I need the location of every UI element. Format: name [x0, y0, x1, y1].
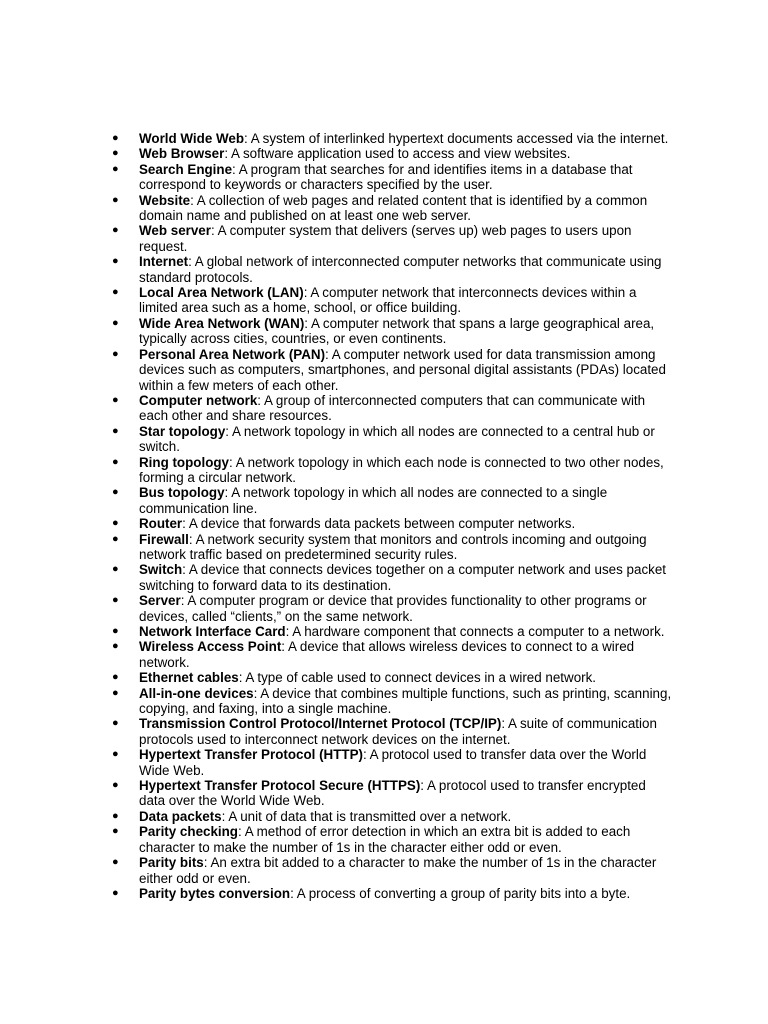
bullet-icon: ●	[112, 856, 119, 869]
glossary-term: Website	[139, 192, 191, 208]
list-item	[112, 778, 672, 809]
glossary-definition: : A type of cable used to connect devices in a wired network.	[238, 670, 597, 686]
list-item	[112, 532, 672, 563]
glossary-definition: : A hardware component that connects a computer to a network.	[285, 624, 665, 639]
list-item	[112, 162, 672, 193]
glossary-term: Search Engine	[139, 161, 233, 177]
bullet-icon: ●	[112, 809, 119, 822]
glossary-definition: : A computer program or device that provides functionality to other programs or devices, called “clients,” on the same network.	[139, 593, 647, 624]
bullet-icon: ●	[112, 563, 119, 576]
glossary-definition: : A program that searches for and identifies items in a database that correspond to keywords or characters specified by the user.	[139, 161, 633, 193]
bullet-icon: ●	[112, 886, 119, 899]
glossary-term: Transmission Control Protocol/Internet Protocol (TCP/IP)	[139, 716, 502, 732]
glossary-definition: : A group of interconnected computers that can communicate with each other and share resources.	[139, 392, 646, 424]
glossary-definition: : A computer network that spans a large geographical area, typically across cities, countries, or even continents.	[139, 315, 655, 347]
bullet-icon: ●	[112, 193, 119, 206]
list-item	[112, 193, 672, 224]
bullet-icon: ●	[112, 286, 119, 299]
glossary-list	[112, 131, 672, 901]
glossary-term: Data packets	[139, 808, 222, 824]
glossary-term: Firewall	[139, 531, 189, 547]
list-item	[112, 593, 672, 624]
glossary-definition: : An extra bit added to a character to make the number of 1s in the character either odd or even.	[139, 855, 657, 886]
bullet-icon: ●	[112, 316, 119, 329]
bullet-icon: ●	[112, 132, 119, 144]
glossary-definition: : A suite of communication protocols used to interconnect network devices on the internet.	[139, 716, 657, 747]
list-item	[112, 424, 672, 455]
glossary-definition: : A network topology in which each node is connected to two other nodes, forming a circular network.	[139, 454, 664, 485]
glossary-definition: : A global network of interconnected computer networks that communicate using standard protocols.	[139, 254, 662, 285]
list-item	[112, 254, 672, 285]
glossary-term: Parity bytes conversion	[139, 885, 291, 901]
bullet-icon: ●	[112, 162, 119, 175]
glossary-term: Star topology	[139, 423, 226, 439]
glossary-term: Computer network	[139, 392, 258, 408]
glossary-definition: : A computer network used for data transmission among devices such as computers, smartphones, and personal digital assistants (PDAs) located within a few meters of each other.	[139, 346, 666, 393]
list-item	[112, 809, 672, 824]
bullet-icon: ●	[112, 594, 119, 607]
list-item	[112, 316, 672, 347]
glossary-term: Internet	[139, 254, 189, 270]
glossary-term: Switch	[139, 562, 183, 578]
glossary-definition: : A computer system that delivers (serves up) web pages to users upon request.	[139, 223, 632, 254]
list-item	[112, 716, 672, 747]
bullet-icon: ●	[112, 671, 119, 684]
glossary-term: All-in-one devices	[139, 685, 254, 701]
glossary-definition: : A collection of web pages and related content that is identified by a common domain name and published on at least one web server.	[139, 192, 648, 224]
glossary-term: Hypertext Transfer Protocol (HTTP)	[139, 747, 363, 763]
list-item	[112, 686, 672, 717]
glossary-term: Personal Area Network (PAN)	[139, 346, 326, 362]
list-item	[112, 285, 672, 316]
glossary-definition: : A software application used to access and view websites.	[224, 146, 571, 162]
glossary-term: Web Browser	[139, 146, 225, 162]
list-item	[112, 855, 672, 886]
glossary-definition: : A network security system that monitors and controls incoming and outgoing network traffic based on predetermined security rules.	[139, 531, 647, 562]
list-item	[112, 485, 672, 516]
glossary-term: Web server	[139, 223, 211, 239]
list-item	[112, 886, 672, 901]
glossary-term: Hypertext Transfer Protocol Secure (HTTPS)	[139, 778, 421, 794]
bullet-icon: ●	[112, 517, 119, 530]
glossary-term: World Wide Web	[139, 131, 245, 146]
glossary-term: Parity bits	[139, 855, 204, 871]
glossary-definition: : A network topology in which all nodes are connected to a single communication line.	[139, 485, 608, 516]
glossary-definition: : A computer network that interconnects devices within a limited area such as a home, school, or office building.	[139, 285, 637, 316]
list-item	[112, 223, 672, 254]
glossary-definition: : A system of interlinked hypertext documents accessed via the internet.	[244, 131, 669, 146]
glossary-term: Wide Area Network (WAN)	[139, 315, 305, 331]
list-item	[112, 455, 672, 486]
glossary-term: Ethernet cables	[139, 670, 239, 686]
list-item	[112, 131, 672, 146]
glossary-term: Ring topology	[139, 454, 229, 470]
glossary-definition: : A protocol used to transfer encrypted data over the World Wide Web.	[139, 778, 646, 809]
bullet-icon: ●	[112, 779, 119, 792]
bullet-icon: ●	[112, 393, 119, 406]
bullet-icon: ●	[112, 825, 119, 838]
list-item	[112, 347, 672, 393]
glossary-definition: : A device that connects devices together on a computer network and uses packet switching to forward data to its destination.	[139, 562, 666, 593]
glossary-term: Bus topology	[139, 485, 225, 501]
list-item	[112, 639, 672, 670]
glossary-definition: : A unit of data that is transmitted over a network.	[221, 808, 512, 824]
list-item	[112, 624, 672, 639]
glossary-definition: : A method of error detection in which an extra bit is added to each character to make the number of 1s in the character either odd or even.	[139, 824, 631, 855]
glossary-term: Parity checking	[139, 824, 238, 840]
bullet-icon: ●	[112, 347, 119, 360]
list-item	[112, 824, 672, 855]
glossary-term: Network Interface Card	[139, 624, 286, 639]
bullet-icon: ●	[112, 486, 119, 499]
bullet-icon: ●	[112, 147, 119, 160]
list-item	[112, 146, 672, 161]
bullet-icon: ●	[112, 640, 119, 653]
glossary-term: Wireless Access Point	[139, 639, 282, 655]
glossary-definition: : A protocol used to transfer data over the World Wide Web.	[139, 747, 647, 778]
bullet-icon: ●	[112, 224, 119, 237]
bullet-icon: ●	[112, 625, 119, 637]
glossary-term: Router	[139, 516, 183, 532]
list-item	[112, 516, 672, 531]
bullet-icon: ●	[112, 255, 119, 268]
bullet-icon: ●	[112, 717, 119, 730]
list-item	[112, 562, 672, 593]
bullet-icon: ●	[112, 455, 119, 468]
bullet-icon: ●	[112, 532, 119, 545]
glossary-term: Server	[139, 593, 181, 609]
glossary-definition: : A process of converting a group of parity bits into a byte.	[290, 885, 631, 901]
list-item	[112, 393, 672, 424]
bullet-icon: ●	[112, 748, 119, 761]
glossary-term: Local Area Network (LAN)	[139, 285, 304, 301]
glossary-definition: : A network topology in which all nodes are connected to a central hub or switch.	[139, 423, 655, 455]
bullet-icon: ●	[112, 686, 119, 699]
glossary-definition: : A device that forwards data packets between computer networks.	[182, 516, 576, 532]
glossary-definition: : A device that allows wireless devices to connect to a wired network.	[139, 639, 635, 670]
list-item	[112, 747, 672, 778]
glossary-definition: : A device that combines multiple functions, such as printing, scanning, copying, and faxing, into a single machine.	[139, 685, 672, 717]
bullet-icon: ●	[112, 424, 119, 437]
list-item	[112, 670, 672, 685]
